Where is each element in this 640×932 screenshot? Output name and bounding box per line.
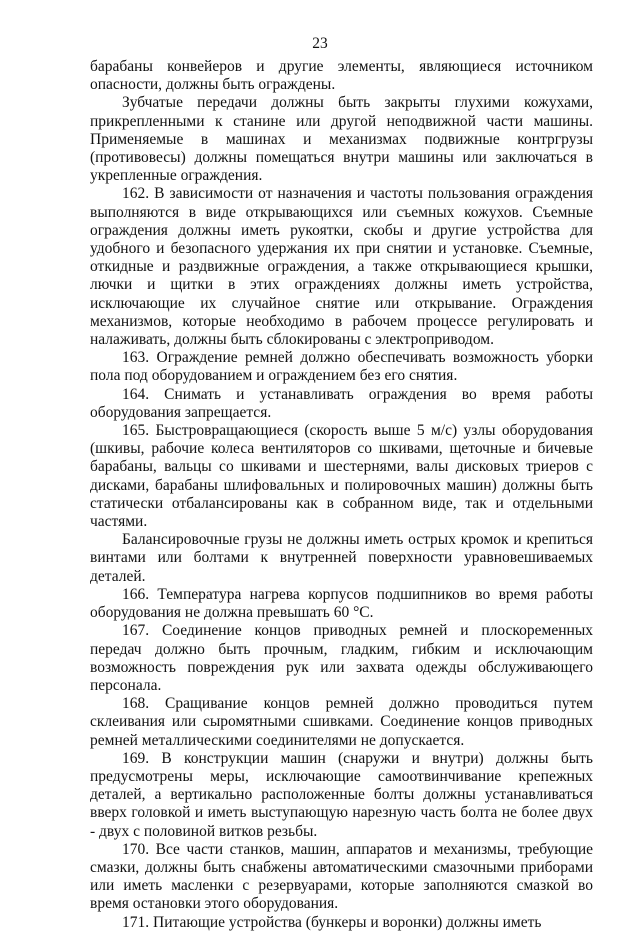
paragraph-gear-guards: Зубчатые передачи должны быть закрыты глухими кожухами, прикрепленными к станине или другой неподвижной части машины. Применяемые в машинах и механизмах подвижные контргрузы (противовесы) должны помещаться внутри машины или заключаться в укрепленные ограждения. <box>90 94 593 185</box>
paragraph-167: 167. Соединение концов приводных ремней и плоскоременных передач должно быть прочным, гладким, гибким и исключающим возможность повреждения рук или захвата одежды обслуживающего персонала. <box>90 622 593 694</box>
document-body <box>90 58 593 932</box>
paragraph-166: 166. Температура нагрева корпусов подшипников во время работы оборудования не должна превышать 60 °С. <box>90 585 593 622</box>
paragraph-165: 165. Быстровращающиеся (скорость выше 5 м/с) узлы оборудования (шкивы, рабочие колеса вентиляторов со шкивами, щеточные и бичевые барабаны, вальцы со шкивами и шестернями, валы дисковых триеров с дисками, барабаны шлифовальных и полировочных машин) должны быть статически отбалансированы как в собранном виде, так и отдельными частями. <box>90 422 593 531</box>
page-number: 23 <box>312 35 328 52</box>
paragraph-164: 164. Снимать и устанавливать ограждения во время работы оборудования запрещается. <box>90 385 593 421</box>
paragraph-balancing-weights: Балансировочные грузы не должны иметь острых кромок и крепиться винтами или болтами к внутренней поверхности уравновешиваемых деталей. <box>90 531 593 585</box>
paragraph-continuation: барабаны конвейеров и другие элементы, являющиеся источником опасности, должны быть ограждены. <box>90 58 593 94</box>
paragraph-171: 171. Питающие устройства (бункеры и воронки) должны иметь <box>122 913 542 931</box>
paragraph-170: 170. Все части станков, машин, аппаратов и механизмы, требующие смазки, должны быть снабжены автоматическими смазочными приборами или иметь масленки с резервуарами, которые заполняются смазкой во время остановки этого оборудования. <box>90 840 593 913</box>
paragraph-169: 169. В конструкции машин (снаружи и внутри) должны быть предусмотрены меры, исключающие самоотвинчивание крепежных деталей, а вертикально расположенные болты должны устанавливаться вверх головкой и иметь выступающую нарезную часть болта не более двух - двух с половиной витков резьбы. <box>90 749 593 840</box>
paragraph-168: 168. Сращивание концов ремней должно проводиться путем склеивания или сыромятными сшивками. Соединение концов приводных ремней металлическими соединителями не допускается. <box>90 695 593 749</box>
paragraph-162: 162. В зависимости от назначения и частоты пользования ограждения выполняются в виде открывающихся или съемных кожухов. Съемные ограждения должны иметь рукоятки, скобы и другие устройства для удобного и безопасного удержания их при снятии и установке. Съемные, откидные и раздвижные ограждения, а также открывающиеся крышки, лючки и щитки в этих ограждениях должны иметь устройства, исключающие их случайное снятие или открывание. Ограждения механизмов, которые необходимо в рабочем процессе регулировать и налаживать, должны быть сблокированы с электроприводом. <box>90 185 593 349</box>
paragraph-163: 163. Ограждение ремней должно обеспечивать возможность уборки пола под оборудованием и ограждением без его снятия. <box>90 349 593 385</box>
